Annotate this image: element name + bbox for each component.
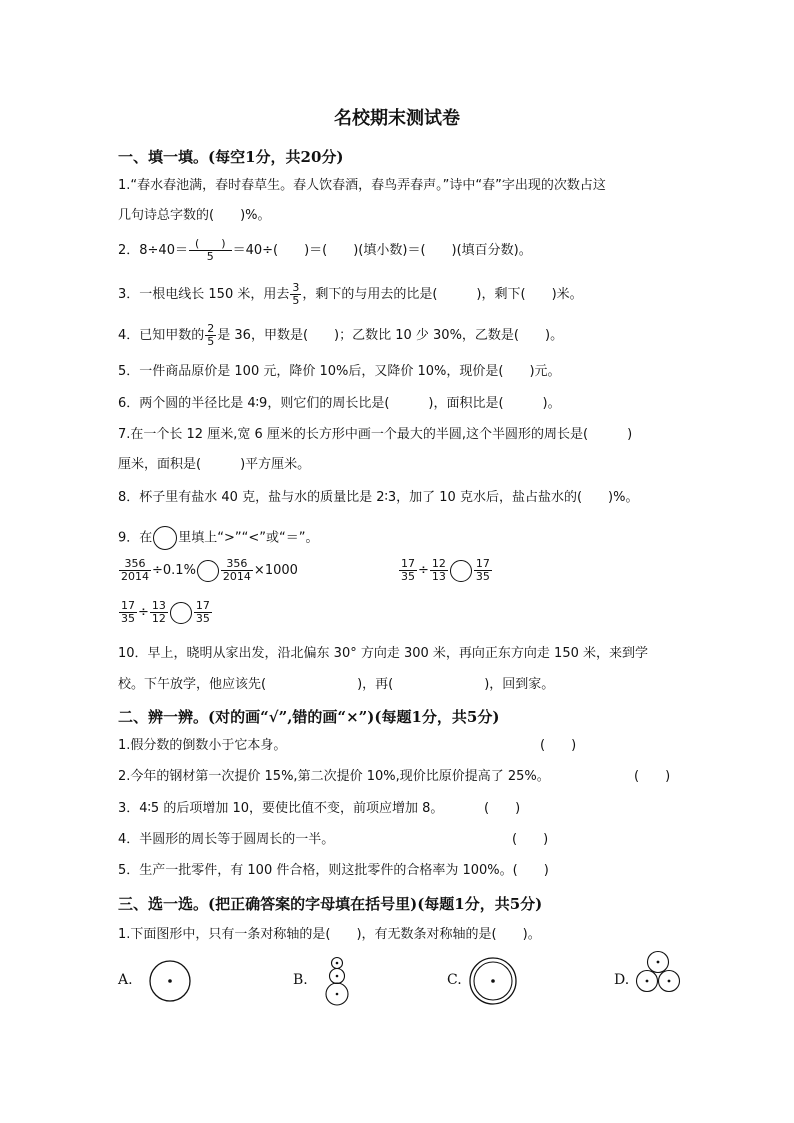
q2-fraction-den: 5	[206, 250, 214, 263]
judge-q4-answer[interactable]: ( )	[512, 832, 549, 847]
q9-e2-n1: 17	[401, 557, 415, 570]
q9-e1-frac2	[221, 558, 253, 583]
q9-e2-d1: 35	[401, 570, 415, 583]
q9-e1-n1: 356	[119, 558, 151, 571]
q9-e2-d2: 13	[431, 570, 446, 583]
q3-end: ，剩下的与用去的比是( )，剩下( )米。	[302, 287, 583, 302]
q4-fraction-den: 5	[207, 335, 215, 348]
q9-e2-n2: 12	[431, 557, 446, 570]
q9-e1-mid: ÷0.1%	[152, 563, 196, 578]
q9-end: 里填上“>”“<”或“＝”。	[178, 530, 319, 546]
q9-e3-op: ÷	[138, 605, 149, 620]
answer-circle-1[interactable]	[197, 560, 219, 582]
judge-q1-answer[interactable]: ( )	[540, 738, 577, 753]
q9-e2-frac2	[430, 558, 448, 583]
q2-end: ＝40÷( )＝( )(填小数)＝( )(填百分数)。	[232, 243, 532, 258]
q9-e2-op: ÷	[418, 563, 429, 578]
judge-q5: 5．生产一批零件，有 100 件合格，则这批零件的合格率为 100%。( )	[118, 863, 549, 878]
q9-instruction	[118, 526, 318, 550]
option-a-label[interactable]: A.	[118, 972, 133, 988]
q9-e1-d1: 2014	[121, 570, 149, 583]
q2	[118, 238, 532, 263]
q7-line1: 7.在一个长 12 厘米,宽 6 厘米的长方形中画一个最大的半圆,这个半圆形的周长是( )	[118, 427, 633, 442]
option-c-label[interactable]: C.	[447, 972, 462, 988]
q9-e3-d2: 12	[151, 612, 166, 625]
page-title: 名校期末测试卷	[334, 108, 460, 129]
option-d-three-circles-icon	[632, 950, 684, 996]
judge-q2: 2.今年的钢材第一次提价 15%,第二次提价 10%,现价比原价提高了 25%。	[118, 769, 550, 784]
q3-start: 3．一根电线长 150 米，用去	[118, 287, 290, 302]
q2-start: 2．8÷40＝	[118, 243, 188, 258]
option-b-label[interactable]: B.	[293, 972, 308, 988]
q9-e2-frac3	[474, 558, 492, 583]
q8: 8．杯子里有盐水 40 克，盐与水的质量比是 2∶3，加了 10 克水后，盐占盐水的( )%。	[118, 490, 639, 505]
answer-circle-2[interactable]	[450, 560, 472, 582]
blank-circle-icon	[153, 526, 177, 550]
q9-e1-frac1	[119, 558, 151, 583]
q9-expr-1[interactable]	[118, 558, 298, 583]
option-d-label[interactable]: D.	[614, 972, 630, 988]
judge-q2-answer[interactable]: ( )	[634, 769, 671, 784]
q9-e3-frac1	[119, 600, 137, 625]
q9-e3-n3: 17	[195, 599, 210, 612]
q9-expr-3[interactable]	[118, 600, 213, 625]
section-2-heading: 二、辨一辨。(对的画“√”,错的画“×”)(每题1分，共5分)	[118, 708, 500, 726]
judge-q4: 4．半圆形的周长等于圆周长的一半。	[118, 832, 335, 847]
judge-q3-answer[interactable]: ( )	[484, 801, 521, 816]
q9-e3-frac2	[150, 600, 168, 625]
q9-start: 9．在	[118, 530, 153, 546]
q3	[118, 282, 583, 307]
judge-q3: 3．4∶5 的后项增加 10，要使比值不变，前项应增加 8。	[118, 801, 444, 816]
q7-line2: 厘米，面积是( )平方厘米。	[118, 457, 311, 472]
q9-e2-frac1	[399, 558, 417, 583]
q1-line1: 1.“春水春池满，春时春草生。春人饮春酒，春鸟弄春声。”诗中“春”字出现的次数占这	[118, 178, 606, 193]
q10-line2: 校。下午放学，他应该先( )，再( )，回到家。	[118, 677, 555, 692]
answer-circle-3[interactable]	[170, 602, 192, 624]
q2-fraction-num: ( )	[189, 238, 232, 251]
q1-line2: 几句诗总字数的( )%。	[118, 208, 271, 223]
option-a-circle-icon	[148, 960, 194, 1004]
q4-fraction	[205, 323, 216, 348]
q4-start: 4．已知甲数的	[118, 328, 205, 343]
choice-q1: 1.下面图形中，只有一条对称轴的是( )，有无数条对称轴的是( )。	[118, 927, 541, 942]
q9-e2-n3: 17	[475, 557, 490, 570]
q2-fraction	[189, 238, 232, 263]
q9-e1-n2: 356	[221, 558, 253, 571]
option-b-stacked-circles-icon	[322, 955, 352, 1007]
q9-e1-d2: 2014	[222, 570, 251, 583]
section-3-heading: 三、选一选。(把正确答案的字母填在括号里)(每题1分，共5分)	[118, 895, 543, 913]
q3-fraction	[290, 282, 301, 307]
q3-fraction-den: 5	[292, 294, 300, 307]
q9-expr-2[interactable]	[398, 558, 493, 583]
judge-q1: 1.假分数的倒数小于它本身。	[118, 738, 287, 753]
q9-e3-n1: 17	[121, 599, 135, 612]
q4	[118, 323, 563, 348]
q10-line1: 10．早上，晓明从家出发，沿北偏东 30° 方向走 300 米，再向正东方向走 150 米，来到学	[118, 646, 649, 661]
q5: 5．一件商品原价是 100 元，降价 10%后，又降价 10%，现价是( )元。	[118, 364, 561, 379]
q6: 6．两个圆的半径比是 4∶9，则它们的周长比是( )，面积比是( )。	[118, 396, 561, 411]
q9-e3-d1: 35	[121, 612, 135, 625]
q4-end: 是 36，甲数是( )；乙数比 10 少 30%，乙数是( )。	[217, 328, 564, 343]
q3-fraction-num: 3	[292, 281, 300, 294]
q9-e3-n2: 13	[151, 599, 166, 612]
q9-e3-d3: 35	[195, 612, 210, 625]
q9-e3-frac3	[194, 600, 212, 625]
q9-e2-d3: 35	[475, 570, 490, 583]
option-c-concentric-circles-icon	[468, 956, 518, 1006]
q9-e1-end: ×1000	[253, 563, 298, 578]
q4-fraction-num: 2	[207, 322, 215, 335]
section-1-heading: 一、填一填。(每空1分，共20分)	[118, 148, 344, 166]
